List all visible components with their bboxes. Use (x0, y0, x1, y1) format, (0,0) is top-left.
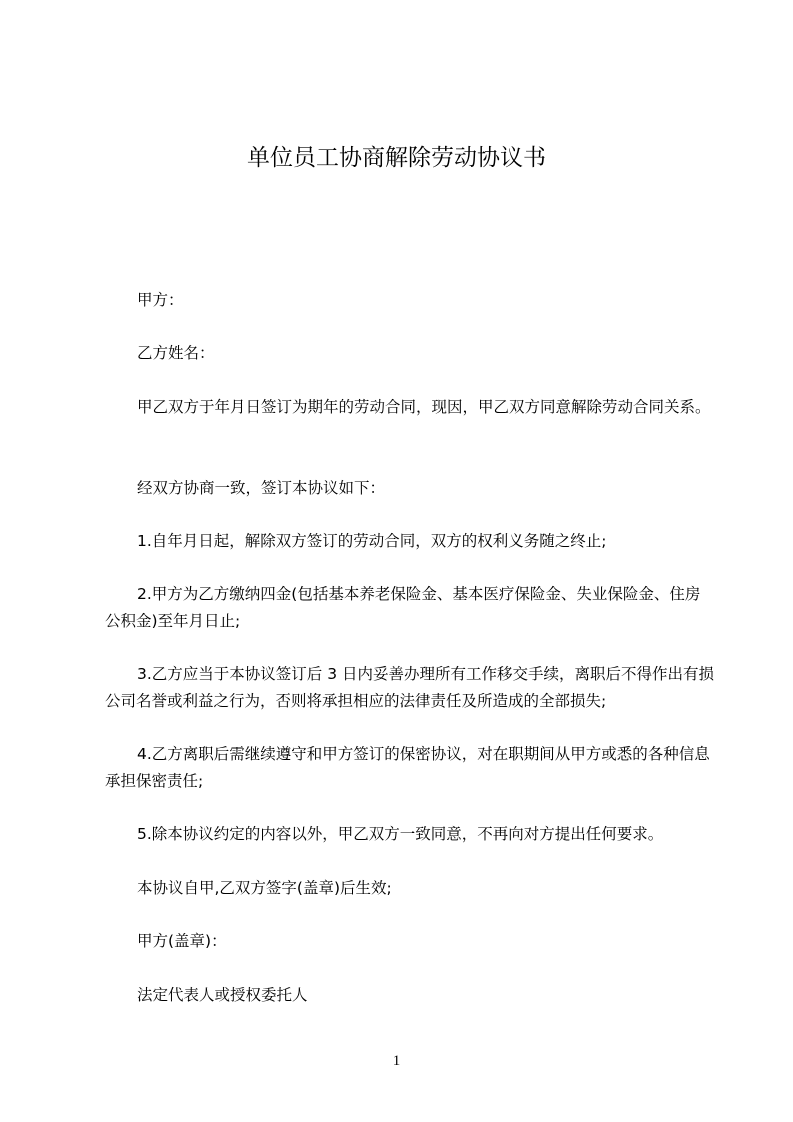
clause-4: 4.乙方离职后需继续遵守和甲方签订的保密协议，对在职期间从甲方或悉的各种信息承担保密责任; (105, 745, 710, 790)
legal-representative-line: 法定代表人或授权委托人 (137, 986, 308, 1004)
clause-2: 2.甲方为乙方缴纳四金(包括基本养老保险金、基本医疗保险金、失业保险金、住房公积金)至年月日止; (105, 585, 701, 630)
effective-clause: 本协议自甲,乙双方签字(盖章)后生效; (137, 879, 392, 897)
document-title: 单位员工协商解除劳动协议书 (247, 145, 546, 171)
party-b-name-line: 乙方姓名： (137, 344, 215, 362)
clause-3: 3.乙方应当于本协议签订后 3 日内妥善办理所有工作移交手续，离职后不得作出有损公司名誉或利益之行为，否则将承担相应的法律责任及所造成的全部损失; (105, 665, 715, 710)
clause-5: 5.除本协议约定的内容以外，甲乙双方一致同意，不再向对方提出任何要求。 (137, 825, 664, 843)
agreement-intro: 经双方协商一致，签订本协议如下： (137, 479, 386, 497)
party-a-line: 甲方： (137, 291, 184, 309)
clause-1: 1.自年月日起，解除双方签订的劳动合同，双方的权利义务随之终止; (137, 532, 607, 550)
party-a-seal-line: 甲方(盖章)： (137, 932, 227, 950)
page-number: 1 (392, 1053, 401, 1069)
background-paragraph: 甲乙双方于年月日签订为期年的劳动合同，现因，甲乙双方同意解除劳动合同关系。 (137, 398, 711, 416)
